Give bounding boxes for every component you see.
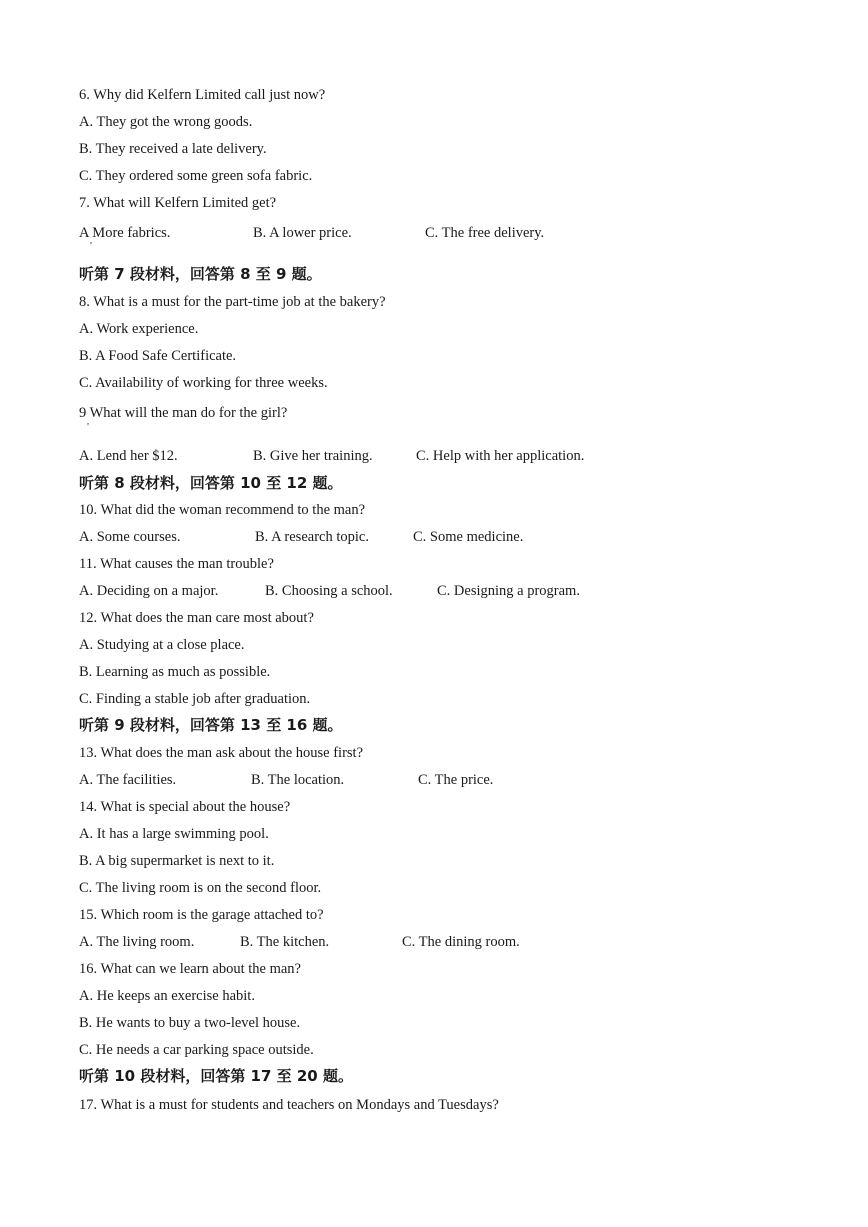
question-16: 16. What can we learn about the man? — [79, 961, 301, 977]
option-16a: A. He keeps an exercise habit. — [79, 988, 255, 1004]
option-8c: C. Availability of working for three weeks. — [79, 375, 328, 391]
stray-mark: ' — [90, 240, 92, 252]
option-7b: B. A lower price. — [253, 225, 352, 241]
option-16c: C. He needs a car parking space outside. — [79, 1042, 314, 1058]
option-14a: A. It has a large swimming pool. — [79, 826, 269, 842]
question-11: 11. What causes the man trouble? — [79, 556, 274, 572]
option-14c: C. The living room is on the second floor. — [79, 880, 322, 896]
section-heading-9: 听第 9 段材料，回答第 13 至 16 题。 — [79, 716, 343, 734]
option-16b: B. He wants to buy a two-level house. — [79, 1015, 301, 1031]
stray-mark: ' — [87, 421, 89, 433]
option-12a: A. Studying at a close place. — [79, 637, 245, 653]
question-10: 10. What did the woman recommend to the man? — [79, 502, 366, 518]
question-14: 14. What is special about the house? — [79, 799, 291, 815]
question-17: 17. What is a must for students and teachers on Mondays and Tuesdays? — [79, 1097, 499, 1113]
section-heading-7: 听第 7 段材料，回答第 8 至 9 题。 — [79, 265, 322, 283]
section-heading-8: 听第 8 段材料，回答第 10 至 12 题。 — [79, 474, 343, 492]
option-8a: A. Work experience. — [79, 321, 199, 337]
option-10a: A. Some courses. — [79, 529, 181, 545]
option-15a: A. The living room. — [79, 934, 195, 950]
option-11a: A. Deciding on a major. — [79, 583, 219, 599]
option-13c: C. The price. — [418, 772, 494, 788]
question-8: 8. What is a must for the part-time job at the bakery? — [79, 294, 386, 310]
option-6c: C. They ordered some green sofa fabric. — [79, 168, 313, 184]
option-11b: B. Choosing a school. — [265, 583, 393, 599]
option-12b: B. Learning as much as possible. — [79, 664, 271, 680]
option-11c: C. Designing a program. — [437, 583, 580, 599]
question-7: 7. What will Kelfern Limited get? — [79, 195, 277, 211]
option-15b: B. The kitchen. — [240, 934, 330, 950]
option-13b: B. The location. — [251, 772, 345, 788]
option-7a: A More fabrics. — [79, 225, 171, 241]
option-8b: B. A Food Safe Certificate. — [79, 348, 237, 364]
option-7c: C. The free delivery. — [425, 225, 545, 241]
option-13a: A. The facilities. — [79, 772, 177, 788]
option-15c: C. The dining room. — [402, 934, 520, 950]
question-9: 9 What will the man do for the girl? — [79, 405, 288, 421]
question-13: 13. What does the man ask about the house first? — [79, 745, 364, 761]
option-9b: B. Give her training. — [253, 448, 373, 464]
section-heading-10: 听第 10 段材料，回答第 17 至 20 题。 — [79, 1067, 353, 1085]
option-12c: C. Finding a stable job after graduation. — [79, 691, 311, 707]
option-9c: C. Help with her application. — [416, 448, 585, 464]
option-14b: B. A big supermarket is next to it. — [79, 853, 275, 869]
question-6: 6. Why did Kelfern Limited call just now? — [79, 87, 326, 103]
option-10b: B. A research topic. — [255, 529, 369, 545]
option-9a: A. Lend her $12. — [79, 448, 178, 464]
question-15: 15. Which room is the garage attached to? — [79, 907, 324, 923]
question-12: 12. What does the man care most about? — [79, 610, 314, 626]
option-10c: C. Some medicine. — [413, 529, 524, 545]
option-6a: A. They got the wrong goods. — [79, 114, 253, 130]
option-6b: B. They received a late delivery. — [79, 141, 267, 157]
